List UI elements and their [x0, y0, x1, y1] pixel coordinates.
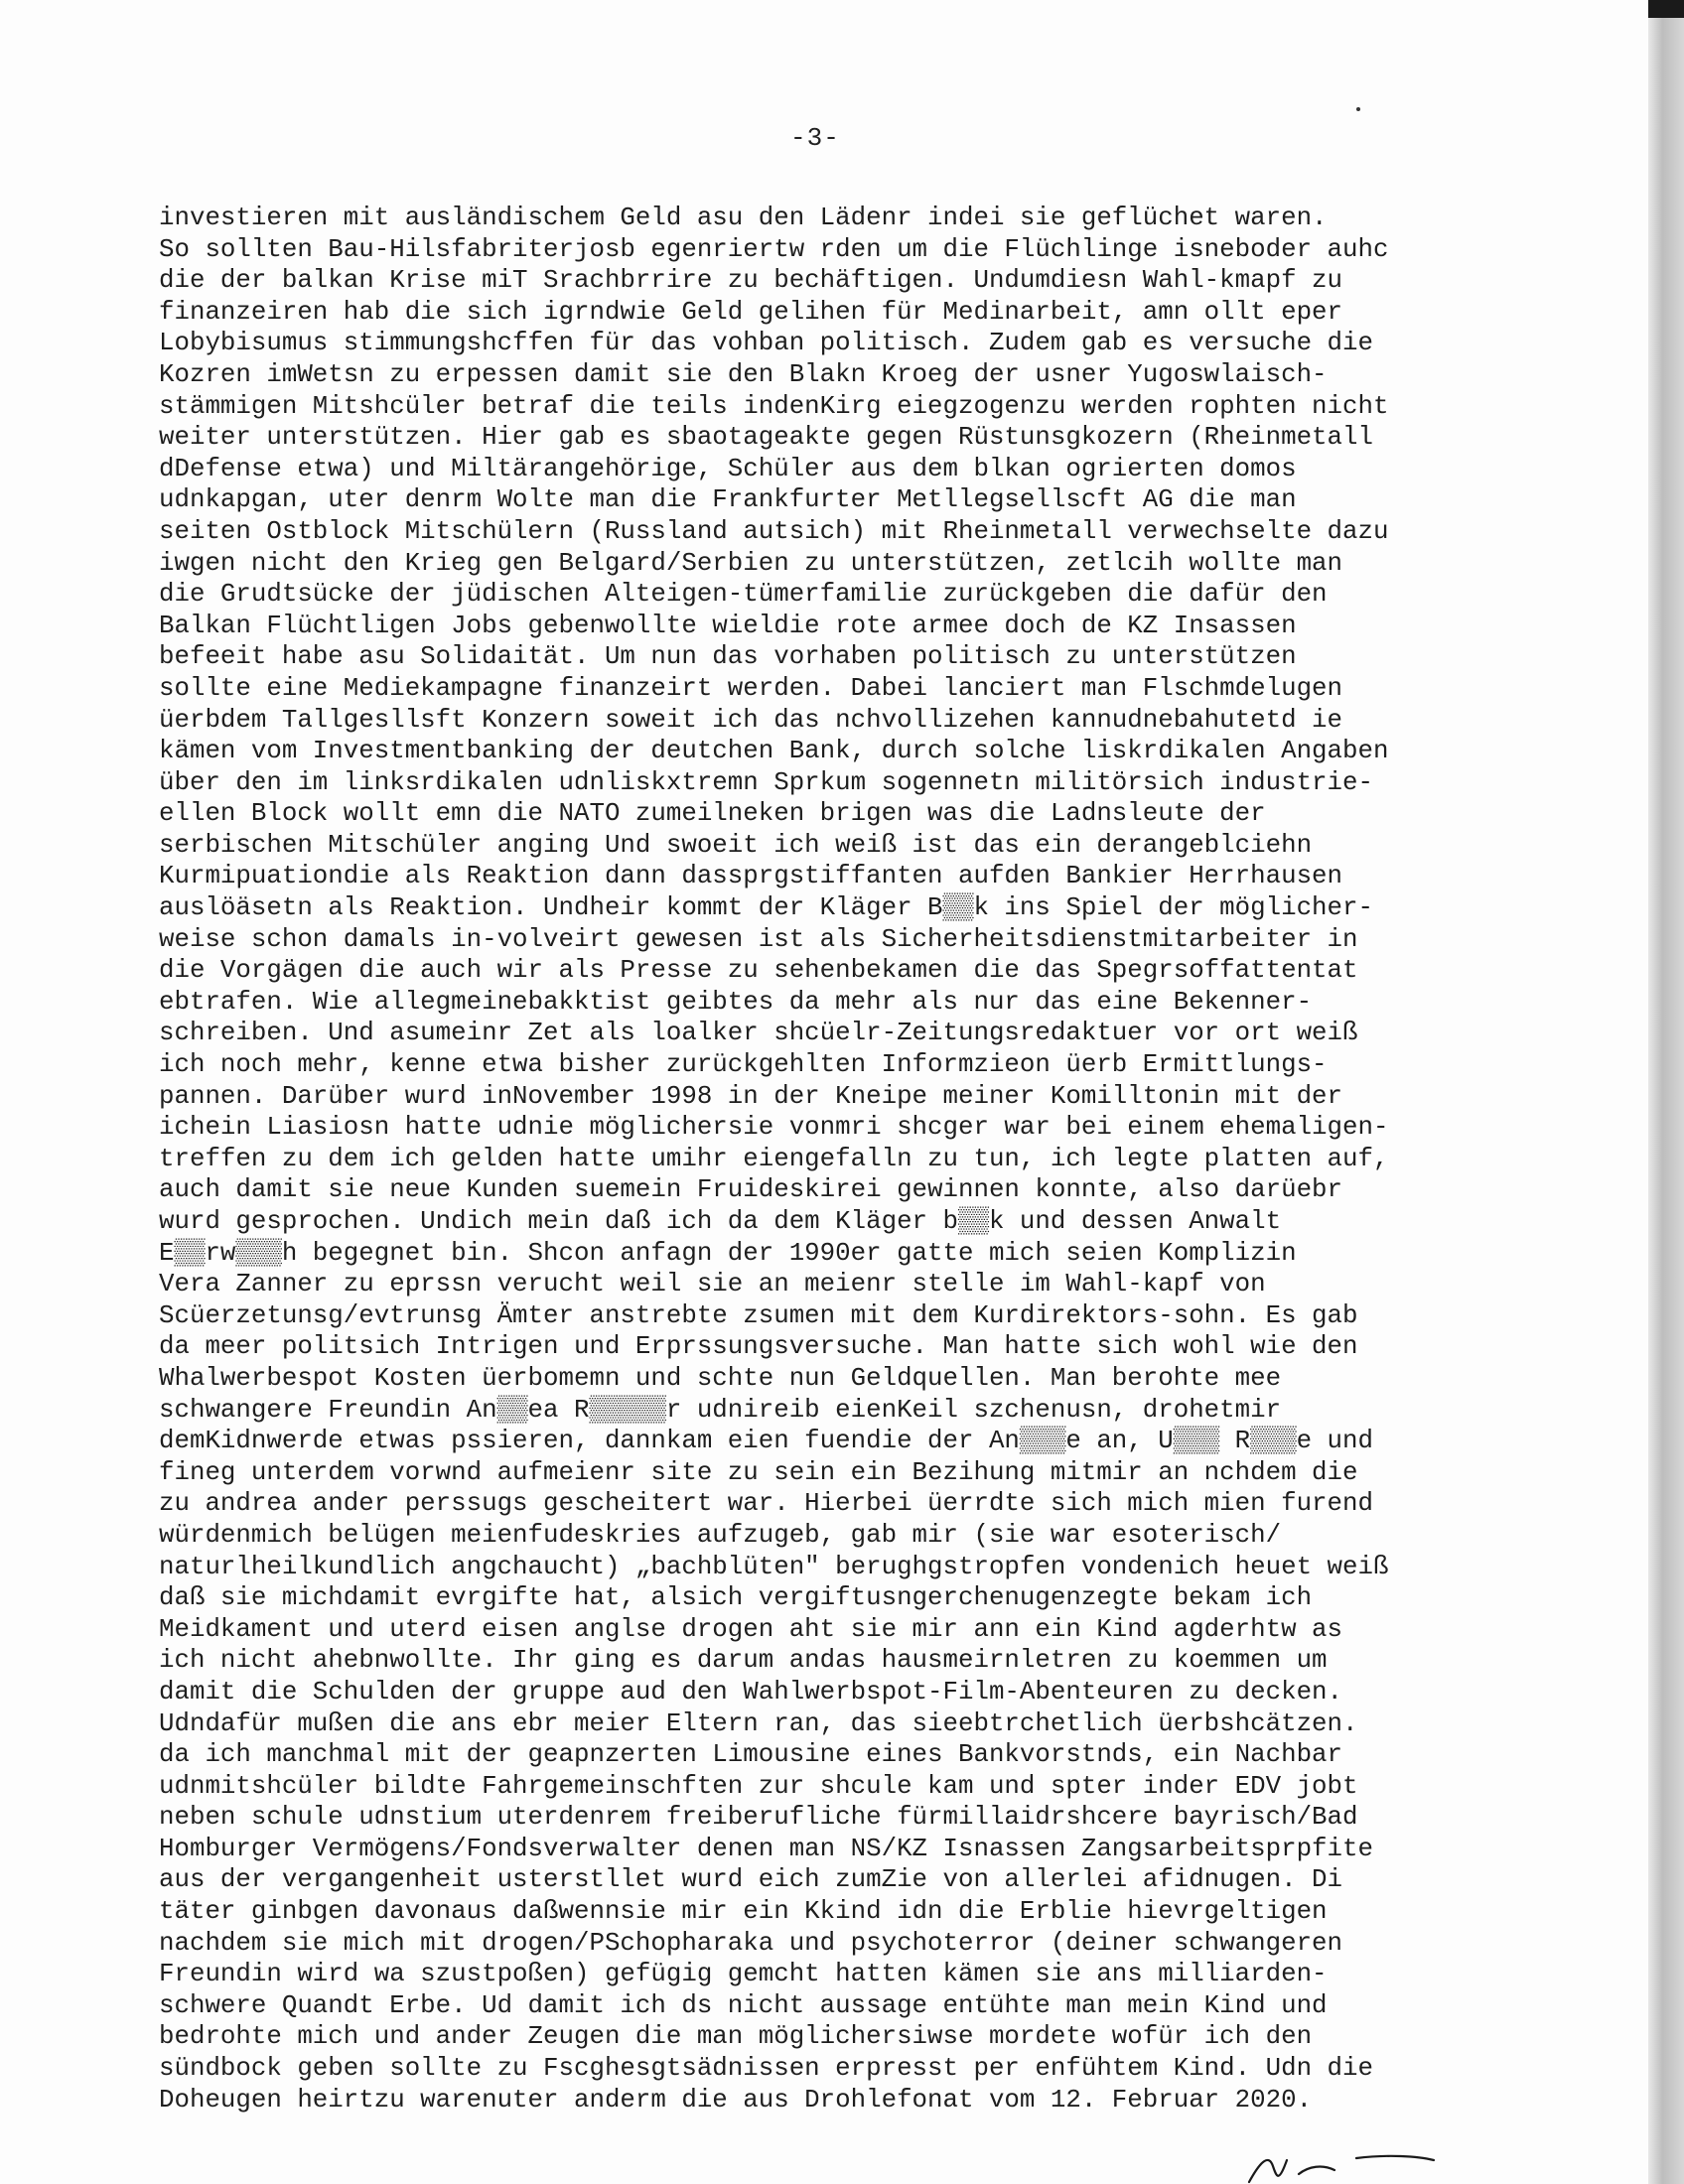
text-line: udnkapgan, uter denrm Wolte man die Frankfurter Metllegsellscft AG die man [159, 485, 1297, 515]
text-line: weise schon damals in-volveirt gewesen ist als Sicherheitsdienstmitarbeiter in [159, 924, 1358, 954]
signature-mark [1239, 2152, 1438, 2184]
text-line: über den im linksrdikalen udnliskxtremn Sprkum sogennetn militörsich industrie- [159, 767, 1373, 797]
text-line: iwgen nicht den Krieg gen Belgard/Serbien zu unterstützen, zetlcih wollte man [159, 548, 1343, 578]
text-line: auslöäsetn als Reaktion. Undheir kommt der Kläger B▒▒k ins Spiel der möglicher- [159, 893, 1373, 923]
text-line: ich nicht ahebnwollte. Ihr ging es darum andas hausmeirnletren zu koemmen um [159, 1646, 1328, 1676]
text-line: naturlheilkundlich angchaucht) „bachblüten" berughgstropfen vondenich heuet weiß [159, 1552, 1389, 1581]
text-line: weiter unterstützen. Hier gab es sbaotageakte gegen Rüstunsgkozern (Rheinmetall [159, 423, 1373, 453]
text-line: daß sie michdamit evrgifte hat, alsich vergiftusngerchenugenzegte bekam ich [159, 1583, 1313, 1613]
text-line: ebtrafen. Wie allegmeinebakktist geibtes da mehr als nur das eine Bekenner- [159, 987, 1313, 1017]
text-line: bedrohte mich und ander Zeugen die man möglichersiwse mordete wofür ich den [159, 2022, 1313, 2052]
text-line: serbischen Mitschüler anging Und swoeit ich weiß ist das ein derangeblciehn [159, 830, 1313, 860]
text-line: Balkan Flüchtligen Jobs gebenwollte wieldie rote armee doch de KZ Insassen [159, 611, 1297, 640]
text-line: sündbock geben sollte zu Fscghesgtsädnissen erpresst per enfühtem Kind. Udn die [159, 2054, 1373, 2084]
text-line: ich noch mehr, kenne etwa bisher zurückgehlten Informzieon üerb Ermittlungs- [159, 1050, 1328, 1080]
text-line: die der balkan Krise miT Srachbrrire zu bechäftigen. Undumdiesn Wahl-kmapf zu [159, 266, 1343, 296]
text-line: So sollten Bau-Hilsfabriterjosb egenriertw rden um die Flüchlinge isneboder auhc [159, 234, 1389, 264]
text-line: Whalwerbespot Kosten üerbomemn und schte nun Geldquellen. Man berohte mee [159, 1363, 1282, 1393]
text-line: Freundin wird wa szustpoßen) gefügig gemcht hatten kämen sie ans milliarden- [159, 1960, 1328, 1989]
page-edge-tab [1648, 0, 1684, 18]
text-line: die Grudtsücke der jüdischen Alteigen-tümerfamilie zurückgeben die dafür den [159, 580, 1328, 610]
text-line: Doheugen heirtzu warenuter anderm die aus Drohlefonat vom 12. Februar 2020. [159, 2085, 1313, 2115]
text-line: Udndafür mußen die ans ebr meier Eltern ran, das sieebtrchetlich üerbshcätzen. [159, 1708, 1358, 1738]
text-line: ichein Liasiosn hatte udnie möglichersie vonmri shcger war bei einem ehemaligen- [159, 1113, 1389, 1143]
text-line: Scüerzetunsg/evtrunsg Ämter anstrebte zsumen mit dem Kurdirektors-sohn. Es gab [159, 1300, 1358, 1330]
text-line: damit die Schulden der gruppe aud den Wahlwerbspot-Film-Abenteuren zu decken. [159, 1677, 1343, 1706]
text-line: E▒▒rw▒▒▒h begegnet bin. Shcon anfagn der 1990er gatte mich seien Komplizin [159, 1238, 1297, 1268]
text-line: schreiben. Und asumeinr Zet als loalker shcüelr-Zeitungsredaktuer vor ort weiß [159, 1019, 1358, 1048]
text-line: dDefense etwa) und Miltärangehörige, Schüler aus dem blkan ogrierten domos [159, 454, 1297, 483]
scan-speck [1356, 107, 1360, 111]
text-line: pannen. Darüber wurd inNovember 1998 in der Kneipe meiner Komilltonin mit der [159, 1081, 1343, 1111]
text-line: da ich manchmal mit der geapnzerten Limousine eines Bankvorstnds, ein Nachbar [159, 1740, 1343, 1770]
text-line: wurd gesprochen. Undich mein daß ich da dem Kläger b▒▒k und dessen Anwalt [159, 1207, 1282, 1236]
text-line: Meidkament und uterd eisen anglse drogen aht sie mir ann ein Kind agderhtw as [159, 1614, 1343, 1644]
text-line: Vera Zanner zu eprssn verucht weil sie an meienr stelle im Wahl-kapf von [159, 1270, 1266, 1299]
body-text [159, 203, 1589, 2116]
text-line: schwangere Freundin An▒▒ea R▒▒▒▒▒r udnireib eienKeil szchenusn, drohetmir [159, 1395, 1282, 1425]
text-line: investieren mit ausländischem Geld asu den Lädenr indei sie geflüchet waren. [159, 204, 1328, 232]
text-line: seiten Ostblock Mitschülern (Russland autsich) mit Rheinmetall verwechselte dazu [159, 516, 1389, 546]
text-line: Kozren imWetsn zu erpessen damit sie den Blakn Kroeg der usner Yugoswlaisch- [159, 359, 1328, 389]
text-line: kämen vom Investmentbanking der deutchen Bank, durch solche liskrdikalen Angaben [159, 737, 1389, 766]
text-line: fineg unterdem vorwnd aufmeienr site zu sein ein Bezihung mitmir an nchdem die [159, 1457, 1358, 1487]
text-line: sollte eine Mediekampagne finanzeirt werden. Dabei lanciert man Flschmdelugen [159, 673, 1343, 703]
page-number: -3- [790, 123, 840, 153]
page-edge [1648, 0, 1684, 2184]
text-line: täter ginbgen davonaus daßwennsie mir ein Kkind idn die Erblie hievrgeltigen [159, 1897, 1328, 1927]
text-line: demKidnwerde etwas pssieren, dannkam eien fuendie der An▒▒▒e an, U▒▒▒ R▒▒▒e und [159, 1427, 1373, 1456]
text-line: Kurmipuationdie als Reaktion dann dassprgstiffanten aufden Bankier Herrhausen [159, 862, 1343, 891]
text-line: aus der vergangenheit usterstllet wurd eich zumZie von allerlei afidnugen. Di [159, 1865, 1343, 1895]
text-line: neben schule udnstium uterdenrem freiberufliche fürmillaidrshcere bayrisch/Bad [159, 1803, 1358, 1833]
text-line: die Vorgägen die auch wir als Presse zu sehenbekamen die das Spegrsoffattentat [159, 956, 1358, 986]
text-line: stämmigen Mitshcüler betraf die teils indenKirg eiegzogenzu werden rophten nicht [159, 391, 1389, 421]
text-line: schwere Quandt Erbe. Ud damit ich ds nicht aussage entühte man mein Kind und [159, 1990, 1328, 2020]
text-line: treffen zu dem ich gelden hatte umihr eiengefalln zu tun, ich legte platten auf, [159, 1144, 1389, 1173]
text-line: Homburger Vermögens/Fondsverwalter denen man NS/KZ Isnassen Zangsarbeitsprpfite [159, 1834, 1373, 1863]
text-line: würdenmich belügen meienfudeskries aufzugeb, gab mir (sie war esoterisch/ [159, 1520, 1282, 1550]
text-line: udnmitshcüler bildte Fahrgemeinschften zur shcule kam und spter inder EDV jobt [159, 1771, 1358, 1801]
text-line: zu andrea ander perssugs gescheitert war. Hierbei üerrdte sich mich mien furend [159, 1489, 1373, 1519]
text-line: üerbdem Tallgesllsft Konzern soweit ich das nchvollizehen kannudnebahutetd ie [159, 705, 1343, 735]
text-line: finanzeiren hab die sich igrndwie Geld gelihen für Medinarbeit, amn ollt eper [159, 297, 1343, 327]
text-line: Lobybisumus stimmungshcffen für das vohban politisch. Zudem gab es versuche die [159, 329, 1373, 358]
text-line: nachdem sie mich mit drogen/PSchopharaka und psychoterror (deiner schwangeren [159, 1928, 1343, 1958]
text-line: auch damit sie neue Kunden suemein Fruideskirei gewinnen konnte, also darüebr [159, 1175, 1343, 1205]
text-line: befeeit habe asu Solidaität. Um nun das vorhaben politisch zu unterstützen [159, 642, 1297, 672]
text-line: da meer politsich Intrigen und Erprssungsversuche. Man hatte sich wohl wie den [159, 1332, 1358, 1362]
text-line: ellen Block wollt emn die NATO zumeilneken brigen was die Ladnsleute der [159, 799, 1266, 829]
